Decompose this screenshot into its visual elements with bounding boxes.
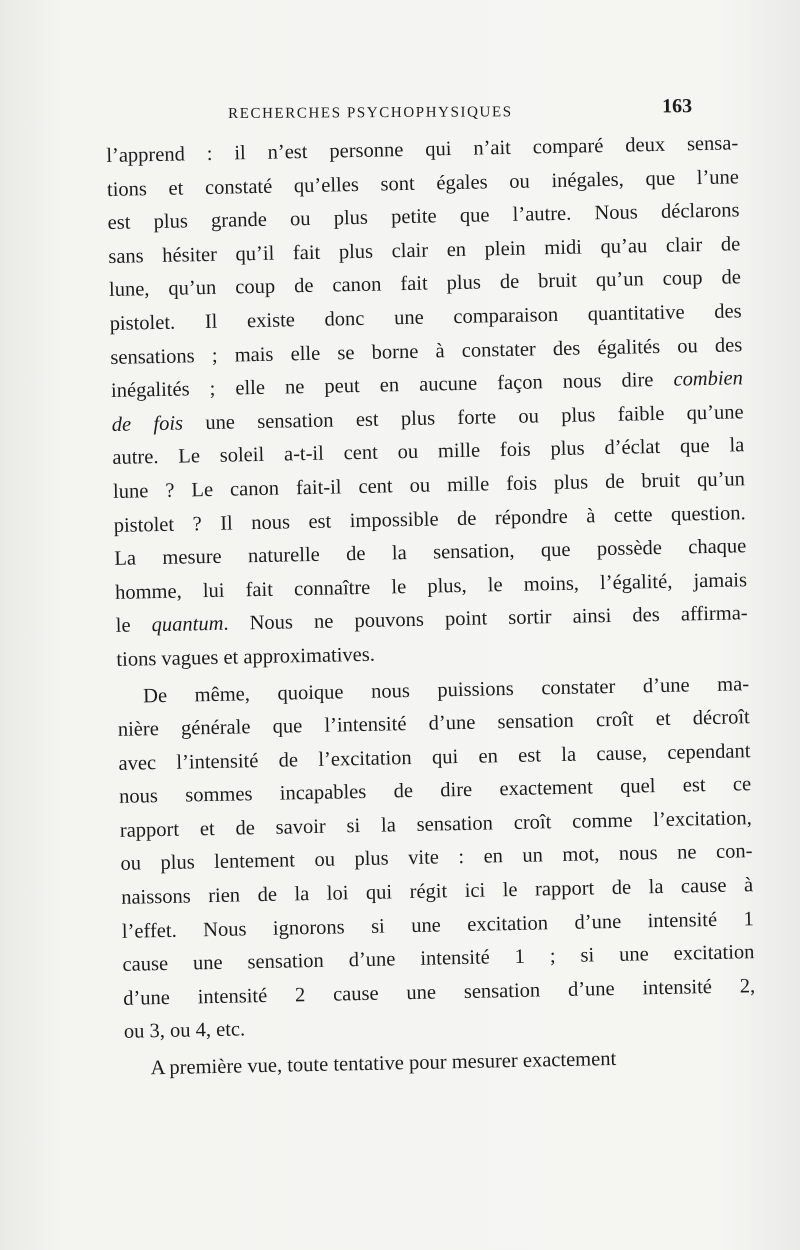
text-line: nous sommes incapables de dire exactement quel est ce — [118, 773, 752, 809]
text-line: naissons rien de la loi qui régit ici le rapport de la cause à — [120, 874, 754, 909]
text-line: l’effet. Nous ignorons si une excitation d’une intensité 1 — [121, 907, 754, 943]
page-header — [228, 95, 692, 128]
text-line: ou plus lentement ou plus vite : en un mot, nous ne con- — [120, 840, 753, 876]
text-line: autre. Le soleil a-t-il cent ou mille fois plus d’éclat que la — [112, 434, 745, 470]
text-run: une sensation est plus forte ou plus faible qu’une — [182, 401, 744, 435]
text-line: pistolet. Il existe donc une comparaison quantitative des — [109, 300, 742, 335]
text-line: A première vue, toute tentative pour mesurer exactement — [150, 1047, 617, 1080]
text-line: De même, quoique nous puissions constater d’une ma- — [142, 672, 750, 707]
text-line: avec l’intensité de l’excitation qui en est la cause, cependant — [118, 739, 751, 775]
page-number: 163 — [661, 95, 693, 118]
text-line: lune ? Le canon fait-il cent ou mille fois plus de bruit qu’un — [112, 468, 746, 503]
text-line: l’apprend : il n’est personne qui n’ait comparé deux sensa- — [106, 132, 739, 167]
text-run: inégalités ; elle ne peut en aucune façon nous dire — [110, 368, 674, 403]
text-line: d’une intensité 2 cause une sensation d’une intensité 2, — [123, 974, 756, 1010]
running-head: RECHERCHES PSYCHOPHYSIQUES — [228, 104, 513, 122]
body-text — [106, 127, 757, 1086]
text-line: homme, lui fait connaître le plus, le moins, l’égalité, jamais — [114, 568, 748, 604]
text-line: est plus grande ou plus petite que l’autre. Nous déclarons — [107, 199, 740, 235]
italic-text: de fois — [111, 412, 184, 436]
text-line: tions et constaté qu’elles sont égales ou inégales, que l’une — [106, 165, 740, 201]
text-line: nière générale que l’intensité d’une sensation croît et décroît — [117, 706, 750, 741]
italic-text: combien — [673, 367, 744, 391]
text-line: sensations ; mais elle se borne à constater des égalités ou des — [110, 333, 743, 369]
text-line: pistolet ? Il nous est impossible de répondre à cette question. — [113, 501, 746, 537]
text-line: ou 3, ou 4, etc. — [123, 1018, 246, 1044]
text-line: cause une sensation d’une intensité 1 ; si une excitation — [122, 941, 755, 977]
text-line: rapport et de savoir si la sensation croît comme l’excitation, — [119, 807, 752, 842]
text-line: La mesure naturelle de la sensation, que possède chaque — [114, 535, 747, 571]
text-line: tions vagues et approximatives. — [116, 643, 376, 671]
text-line: sans hésiter qu’il fait plus clair en plein midi qu’au clair de — [108, 233, 741, 268]
text-run: . Nous ne pouvons point sortir ainsi des affirma- — [223, 602, 748, 636]
italic-text: quantum — [151, 613, 224, 637]
text-line: lune, qu’un coup de canon fait plus de bruit qu’un coup de — [108, 266, 742, 302]
text-run: le — [115, 614, 152, 638]
